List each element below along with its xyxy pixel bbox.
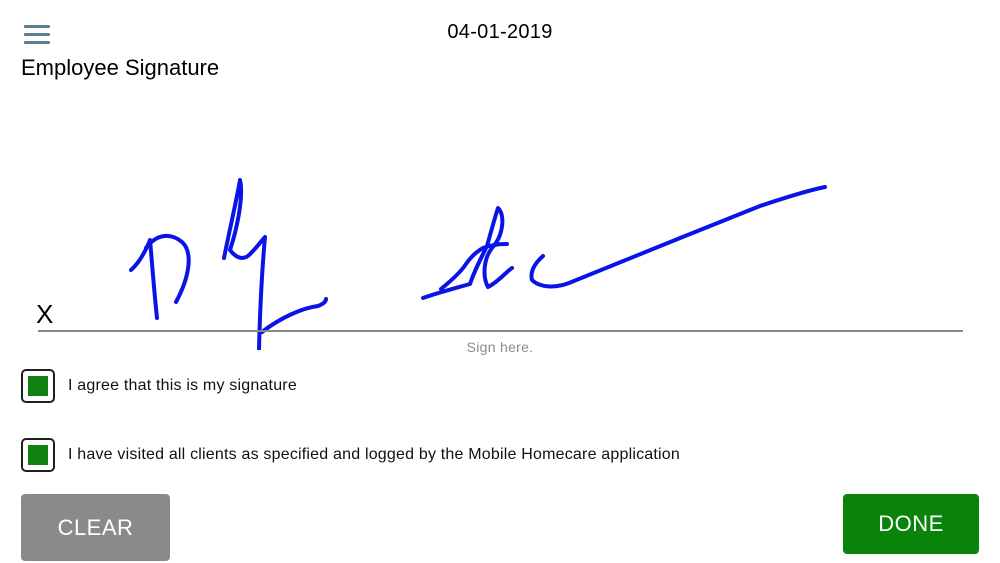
signature-stroke (224, 180, 265, 349)
signature-stroke (131, 240, 157, 318)
signature-pad[interactable] (0, 150, 1000, 350)
visited-clients-row (21, 438, 680, 472)
signature-line (38, 330, 963, 332)
checkbox-checked-indicator (28, 376, 48, 396)
checkbox-checked-indicator (28, 445, 48, 465)
agree-signature-checkbox[interactable] (21, 369, 55, 403)
done-button[interactable]: DONE (843, 494, 979, 554)
agree-signature-label: I agree that this is my signature (68, 377, 297, 394)
signature-stroke (262, 299, 326, 332)
signature-strokes (0, 150, 1000, 350)
visited-clients-checkbox[interactable] (21, 438, 55, 472)
agree-signature-row (21, 369, 297, 403)
signature-stroke (531, 187, 825, 286)
header-date: 04-01-2019 (447, 21, 553, 43)
signature-hint: Sign here. (466, 339, 534, 355)
clear-button[interactable]: CLEAR (21, 494, 170, 561)
signature-stroke (423, 208, 512, 298)
visited-clients-label: I have visited all clients as specified and logged by the Mobile Homecare application (68, 446, 681, 463)
page-title: Employee Signature (21, 55, 220, 80)
signature-x-mark: X (36, 299, 54, 329)
